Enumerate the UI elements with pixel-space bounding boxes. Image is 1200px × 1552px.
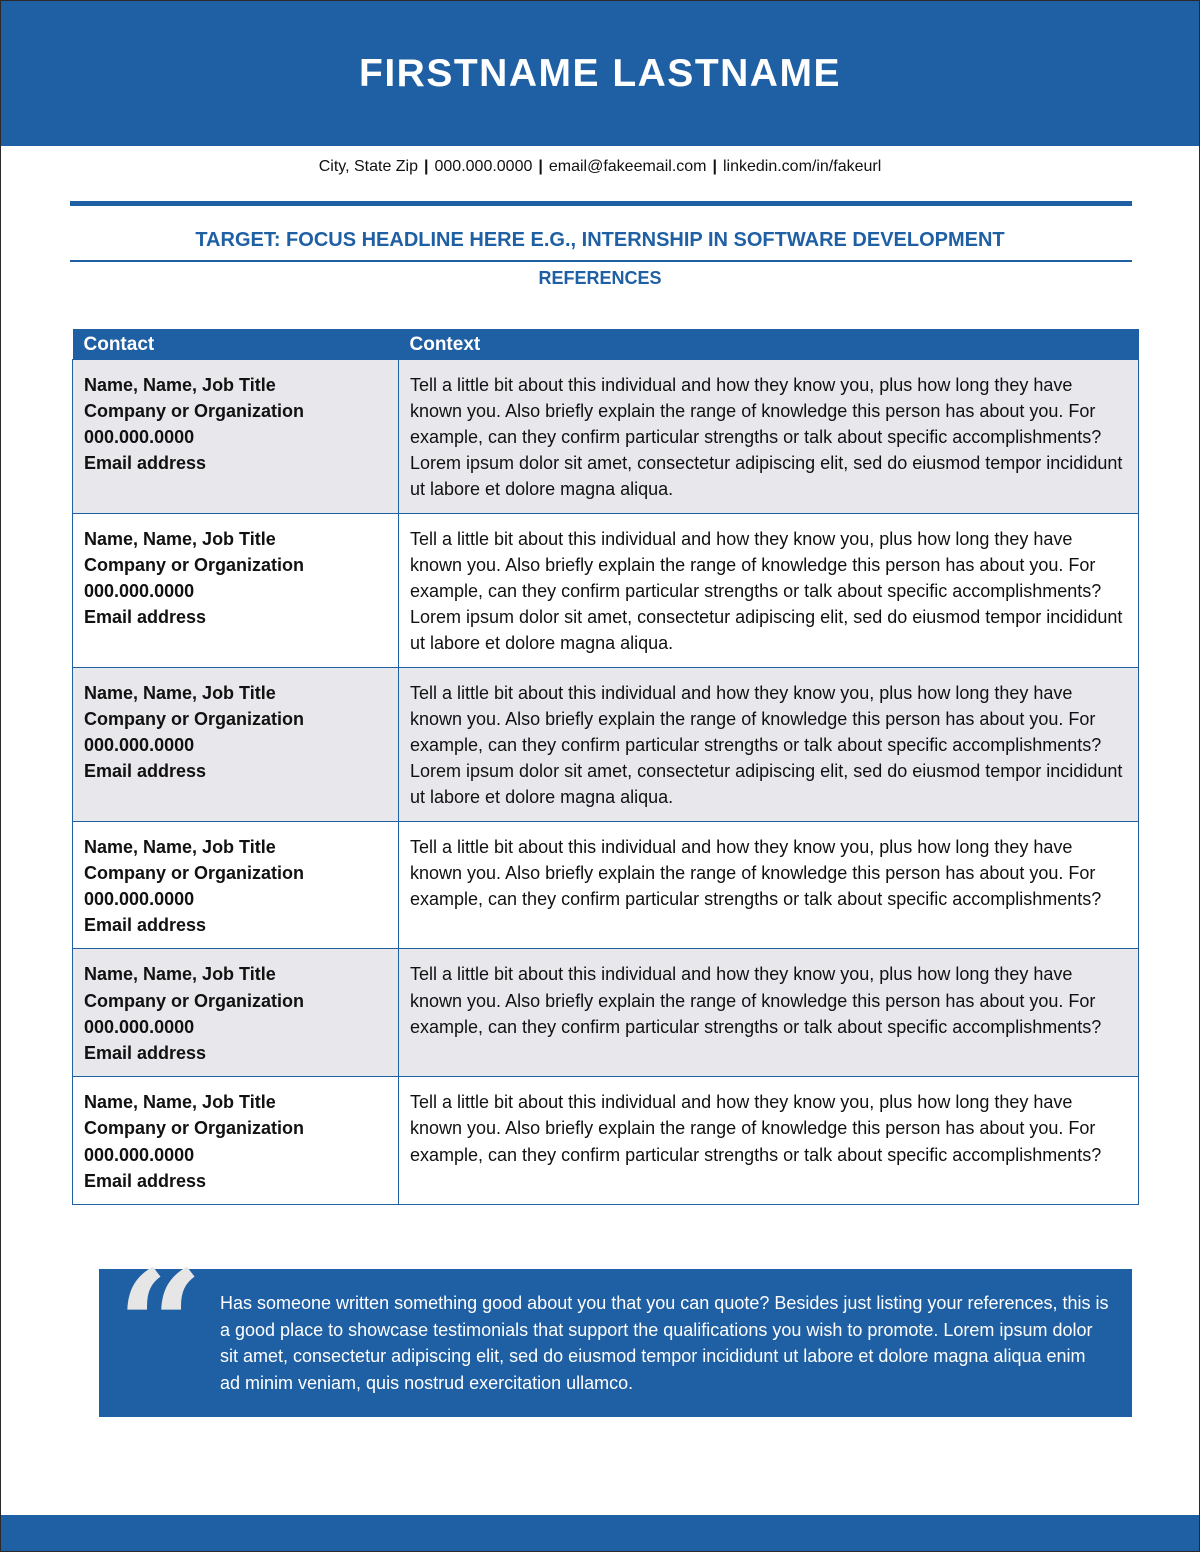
city-state-zip: City, State Zip — [318, 158, 419, 175]
reference-email: Email address — [84, 607, 207, 628]
column-header-contact: Contact — [73, 329, 399, 359]
target-headline: TARGET: FOCUS HEADLINE HERE E.G., INTERNSHIP IN SOFTWARE DEVELOPMENT — [195, 229, 1005, 251]
context-cell: Tell a little bit about this individual and how they know you, plus how long they have known you. Also briefly explain the range of knowledge this person has about you. For example, can they confirm particular strengths or talk about specific accomplishments? Lorem ipsum dolor sit amet, consectetur adipiscing elit, sed do eiusmod tempor incididunt ut labore et dolore magna aliqua. — [399, 667, 1139, 821]
table-row — [73, 1077, 1139, 1205]
context-cell: Tell a little bit about this individual and how they know you, plus how long they have known you. Also briefly explain the range of knowledge this person has about you. For example, can they confirm particular strengths or talk about specific accomplishments? — [399, 1077, 1139, 1205]
reference-phone: 000.000.0000 — [84, 1016, 195, 1037]
separator: | — [712, 158, 717, 175]
references-table — [72, 329, 1139, 1205]
quote-mark-icon: “ — [117, 1238, 204, 1414]
reference-name: Name, Name, Job Title — [84, 528, 276, 549]
email-address: email@fakeemail.com — [548, 158, 707, 175]
table-row — [73, 513, 1139, 667]
contact-cell — [73, 949, 399, 1077]
reference-company: Company or Organization — [84, 990, 305, 1011]
reference-email: Email address — [84, 915, 207, 936]
table-row — [73, 359, 1139, 513]
footer-band — [1, 1515, 1199, 1551]
contact-cell — [73, 513, 399, 667]
reference-phone: 000.000.0000 — [84, 426, 195, 447]
section-title: REFERENCES — [538, 268, 662, 288]
table-header-row — [73, 329, 1139, 359]
linkedin-url: linkedin.com/in/fakeurl — [722, 158, 882, 175]
reference-phone: 000.000.0000 — [84, 1144, 195, 1165]
header-band — [1, 1, 1199, 146]
contact-cell — [73, 667, 399, 821]
reference-name: Name, Name, Job Title — [84, 836, 276, 857]
contact-cell — [73, 821, 399, 949]
separator: | — [424, 158, 429, 175]
reference-phone: 000.000.0000 — [84, 580, 195, 601]
context-cell: Tell a little bit about this individual and how they know you, plus how long they have known you. Also briefly explain the range of knowledge this person has about you. For example, can they confirm particular strengths or talk about specific accomplishments? — [399, 821, 1139, 949]
table-row — [73, 821, 1139, 949]
candidate-name: FIRSTNAME LASTNAME — [359, 51, 841, 95]
reference-phone: 000.000.0000 — [84, 888, 195, 909]
column-header-context: Context — [399, 329, 1139, 359]
separator: | — [538, 158, 543, 175]
reference-email: Email address — [84, 453, 207, 474]
contact-cell — [73, 359, 399, 513]
reference-name: Name, Name, Job Title — [84, 374, 276, 395]
reference-company: Company or Organization — [84, 708, 305, 729]
divider-thick — [70, 201, 1132, 206]
reference-company: Company or Organization — [84, 862, 305, 883]
context-cell: Tell a little bit about this individual and how they know you, plus how long they have known you. Also briefly explain the range of knowledge this person has about you. For example, can they confirm particular strengths or talk about specific accomplishments? Lorem ipsum dolor sit amet, consectetur adipiscing elit, sed do eiusmod tempor incididunt ut labore et dolore magna aliqua. — [399, 359, 1139, 513]
reference-name: Name, Name, Job Title — [84, 1092, 276, 1113]
divider-thin — [70, 260, 1132, 262]
reference-name: Name, Name, Job Title — [84, 682, 276, 703]
testimonial-text: Has someone written something good about you that you can quote? Besides just listing your references, this is a good place to showcase testimonials that support the qualifications you wish to promote. Lorem ipsum dolor sit amet, consectetur adipiscing elit, sed do eiusmod tempor incididunt ut labore et dolore magna aliqua enim ad minim veniam, quis nostrud exercitation ullamco. — [220, 1293, 1109, 1393]
testimonial-box — [99, 1238, 1132, 1417]
table-row — [73, 667, 1139, 821]
contact-cell — [73, 1077, 399, 1205]
reference-email: Email address — [84, 1170, 207, 1191]
context-cell: Tell a little bit about this individual and how they know you, plus how long they have known you. Also briefly explain the range of knowledge this person has about you. For example, can they confirm particular strengths or talk about specific accomplishments? Lorem ipsum dolor sit amet, consectetur adipiscing elit, sed do eiusmod tempor incididunt ut labore et dolore magna aliqua. — [399, 513, 1139, 667]
table-row — [73, 949, 1139, 1077]
reference-name: Name, Name, Job Title — [84, 964, 276, 985]
reference-email: Email address — [84, 761, 207, 782]
context-cell: Tell a little bit about this individual and how they know you, plus how long they have known you. Also briefly explain the range of knowledge this person has about you. For example, can they confirm particular strengths or talk about specific accomplishments? — [399, 949, 1139, 1077]
reference-company: Company or Organization — [84, 1118, 305, 1139]
reference-phone: 000.000.0000 — [84, 734, 195, 755]
contact-line — [1, 158, 1199, 176]
reference-email: Email address — [84, 1042, 207, 1063]
reference-company: Company or Organization — [84, 554, 305, 575]
reference-company: Company or Organization — [84, 400, 305, 421]
phone-number: 000.000.0000 — [434, 158, 533, 175]
